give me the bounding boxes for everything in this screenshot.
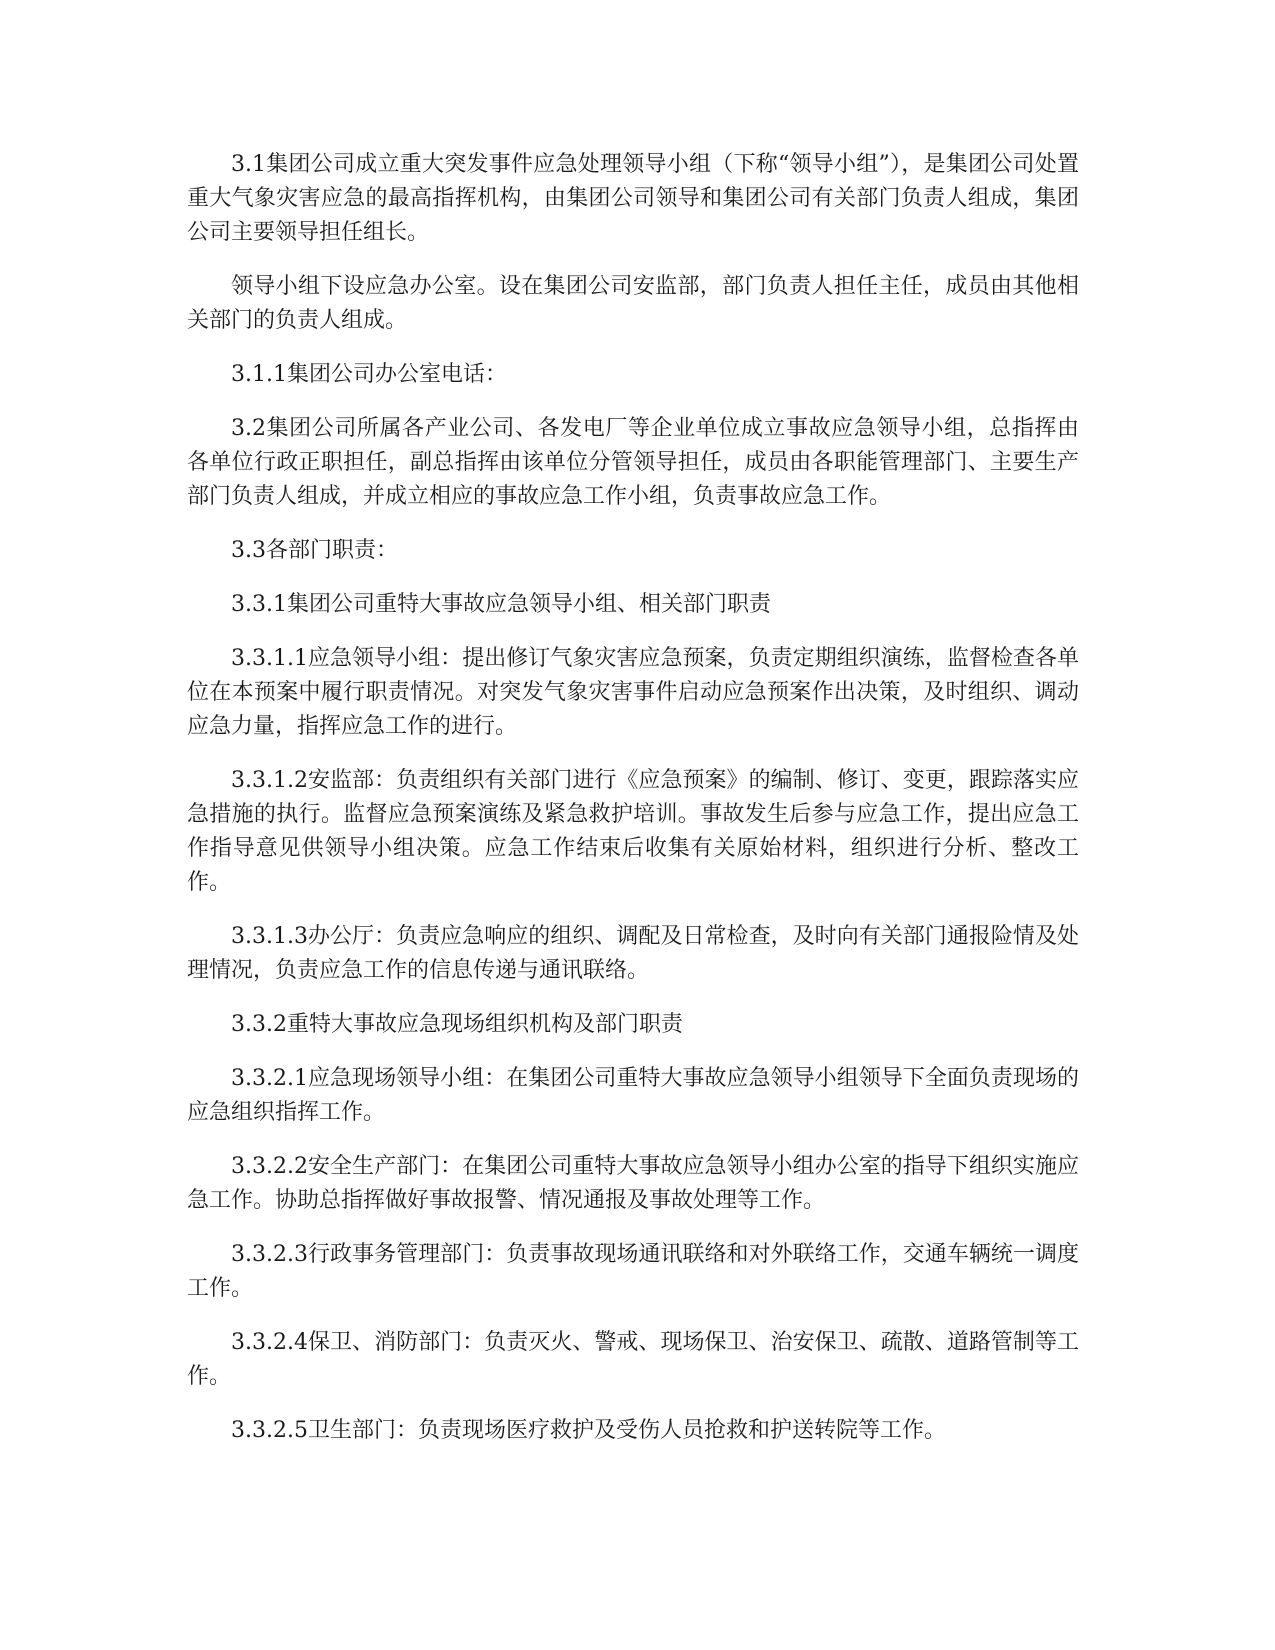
- paragraph-3-3-2-1: 3.3.2.1应急现场领导小组：在集团公司重特大事故应急领导小组领导下全面负责现场的应急组织指挥工作。: [187, 1066, 1079, 1125]
- paragraph-3-3-1-3: 3.3.1.3办公厅：负责应急响应的组织、调配及日常检查，及时向有关部门通报险情及处理情况，负责应急工作的信息传递与通讯联络。: [187, 924, 1079, 983]
- paragraph-3-3: 3.3各部门职责：: [231, 538, 398, 563]
- paragraph-3-3-1: 3.3.1集团公司重特大事故应急领导小组、相关部门职责: [231, 592, 771, 617]
- paragraph-3-3-1-1: 3.3.1.1应急领导小组：提出修订气象灾害应急预案，负责定期组织演练，监督检查各单位在本预案中履行职责情况。对突发气象灾害事件启动应急预案作出决策，及时组织、调动应急力量，指挥应急工作的进行。: [187, 646, 1079, 739]
- paragraph-3-1-1: 3.1.1集团公司办公室电话：: [231, 362, 507, 387]
- document-body: [187, 148, 1079, 1468]
- paragraph-3-3-2-2: 3.3.2.2安全生产部门：在集团公司重特大事故应急领导小组办公室的指导下组织实施应急工作。协助总指挥做好事故报警、情况通报及事故处理等工作。: [187, 1154, 1079, 1213]
- paragraph-3-3-2-3: 3.3.2.3行政事务管理部门：负责事故现场通讯联络和对外联络工作，交通车辆统一调度工作。: [187, 1242, 1079, 1301]
- paragraph-3-3-2: 3.3.2重特大事故应急现场组织机构及部门职责: [231, 1012, 683, 1037]
- paragraph-3-2: 3.2集团公司所属各产业公司、各发电厂等企业单位成立事故应急领导小组，总指挥由各单位行政正职担任，副总指挥由该单位分管领导担任，成员由各职能管理部门、主要生产部门负责人组成，并成立相应的事故应急工作小组，负责事故应急工作。: [187, 416, 1079, 509]
- paragraph-3-3-2-5: 3.3.2.5卫生部门：负责现场医疗救护及受伤人员抢救和护送转院等工作。: [231, 1418, 946, 1443]
- paragraph-3-3-2-4: 3.3.2.4保卫、消防部门：负责灭火、警戒、现场保卫、治安保卫、疏散、道路管制等工作。: [187, 1330, 1079, 1389]
- paragraph-emergency-office: 领导小组下设应急办公室。设在集团公司安监部，部门负责人担任主任，成员由其他相关部门的负责人组成。: [187, 274, 1079, 333]
- paragraph-3-1: 3.1集团公司成立重大突发事件应急处理领导小组（下称“领导小组”），是集团公司处置重大气象灾害应急的最高指挥机构，由集团公司领导和集团公司有关部门负责人组成，集团公司主要领导担任组长。: [187, 152, 1079, 245]
- paragraph-3-3-1-2: 3.3.1.2安监部：负责组织有关部门进行《应急预案》的编制、修订、变更，跟踪落实应急措施的执行。监督应急预案演练及紧急救护培训。事故发生后参与应急工作，提出应急工作指导意见供领导小组决策。应急工作结束后收集有关原始材料，组织进行分析、整改工作。: [187, 768, 1079, 895]
